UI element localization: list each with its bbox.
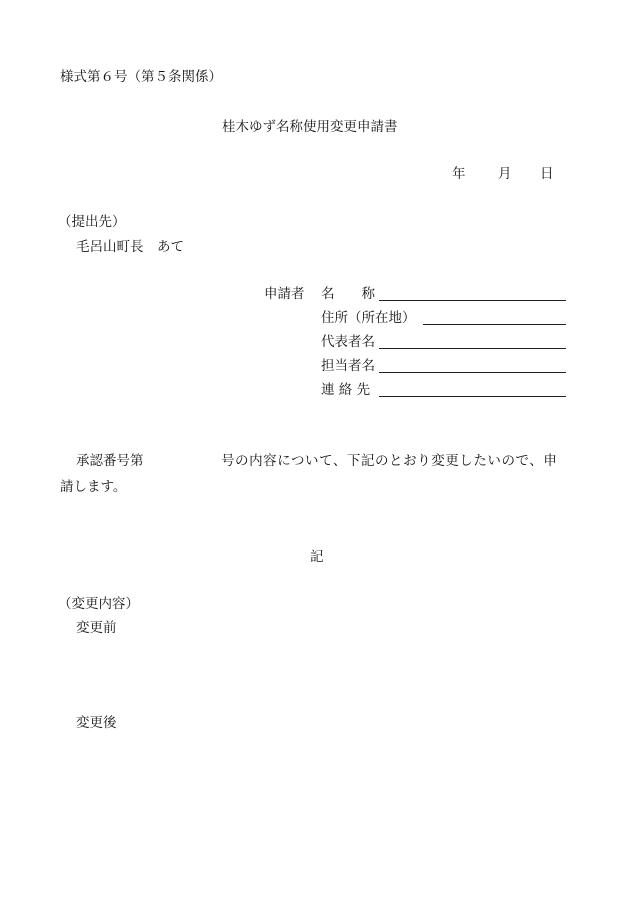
applicant-label: 申請者 xyxy=(264,286,305,302)
date-month-label: 月 xyxy=(498,166,512,182)
body-approval-prefix: 承認番号第 xyxy=(76,453,144,469)
document-title: 桂木ゆず名称使用変更申請書 xyxy=(222,119,398,135)
change-section-label: （変更内容） xyxy=(58,596,139,612)
applicant-address-label: 住所（所在地） xyxy=(321,310,416,326)
applicant-contact-label: 連 絡 先 xyxy=(321,382,371,398)
form-number: 様式第６号（第５条関係） xyxy=(60,69,222,85)
applicant-representative-line[interactable] xyxy=(379,348,566,349)
date-year-label: 年 xyxy=(452,166,466,182)
applicant-person-in-charge-line[interactable] xyxy=(379,372,566,373)
applicant-name-line[interactable] xyxy=(379,300,566,301)
applicant-name-label: 名 称 xyxy=(321,286,375,302)
applicant-person-in-charge-label: 担当者名 xyxy=(321,358,375,374)
date-day-label: 日 xyxy=(540,166,554,182)
applicant-representative-label: 代表者名 xyxy=(321,334,375,350)
recipient-name: 毛呂山町長 あて xyxy=(76,239,184,255)
change-before-label: 変更前 xyxy=(76,620,117,636)
ki-heading: 記 xyxy=(310,549,324,565)
body-approval-suffix: 号の内容について、下記のとおり変更したいので、申 xyxy=(221,453,558,469)
body-request-end: 請します。 xyxy=(60,479,127,495)
applicant-contact-line[interactable] xyxy=(379,396,566,397)
applicant-address-line[interactable] xyxy=(423,324,566,325)
recipient-label: （提出先） xyxy=(58,214,126,230)
change-after-label: 変更後 xyxy=(76,715,117,731)
